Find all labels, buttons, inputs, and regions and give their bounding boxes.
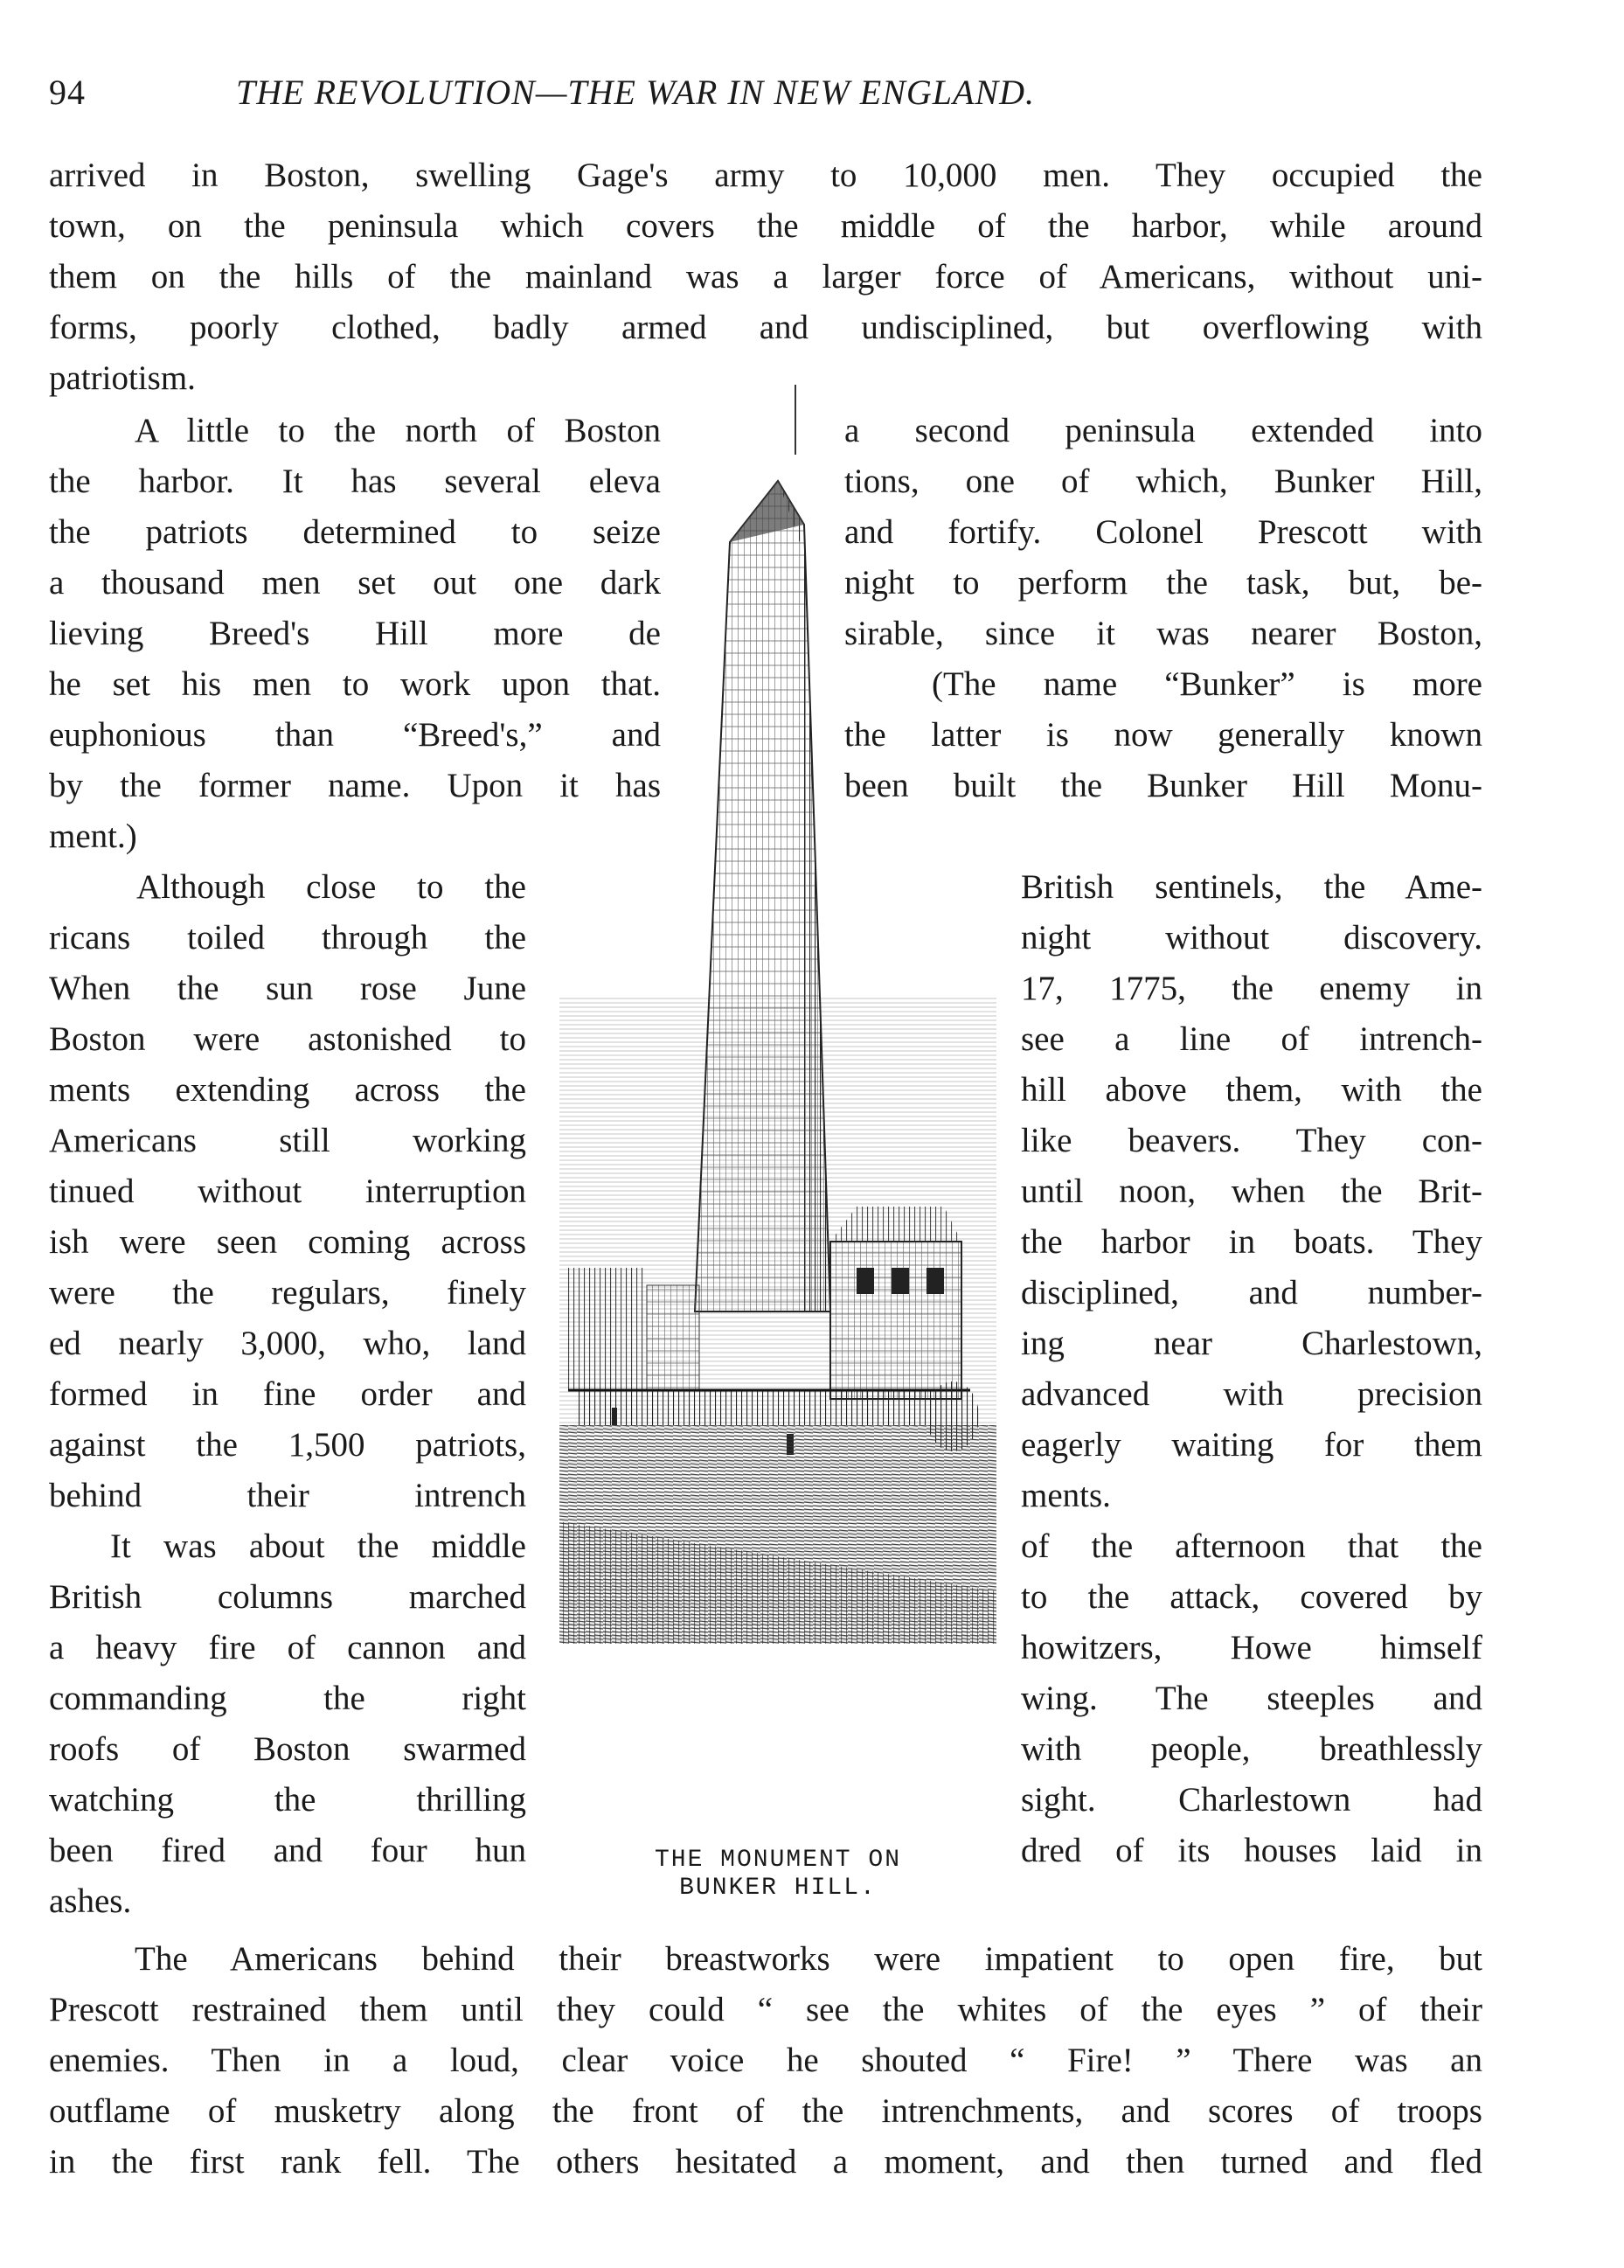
text-line: ish were seen coming across [49, 1223, 526, 1261]
monument-illustration [542, 385, 1014, 1819]
text-line: advanced with precision [1021, 1375, 1482, 1413]
text-line: forms, poorly clothed, badly armed and undisciplined, but overflowing with [49, 309, 1482, 346]
text-line: Although close to the [136, 868, 526, 906]
text-line: 17, 1775, the enemy in [1021, 970, 1482, 1007]
text-line: ashes. [49, 1882, 132, 1920]
text-line: a heavy fire of cannon and [49, 1629, 526, 1666]
text-line: eagerly waiting for them [1021, 1426, 1482, 1464]
text-line: howitzers, Howe himself [1021, 1629, 1482, 1666]
text-line: British sentinels, the Ame- [1021, 868, 1482, 906]
caption-line: BUNKER HILL. [679, 1875, 877, 1902]
text-line: It was about the middle [110, 1527, 526, 1565]
text-line: euphonious than “Breed's,” and [49, 716, 661, 754]
text-line: been fired and four hun [49, 1832, 526, 1869]
text-line: were the regulars, finely [49, 1274, 526, 1311]
text-line: outflame of musketry along the front of the intrenchments, and scores of troops [49, 2092, 1482, 2130]
text-line: Boston were astonished to [49, 1020, 526, 1058]
text-line: formed in fine order and [49, 1375, 526, 1413]
page-number: 94 [49, 73, 86, 112]
text-line: A little to the north of Boston [135, 412, 661, 449]
text-line: see a line of intrench- [1021, 1020, 1482, 1058]
text-line: disciplined, and number- [1021, 1274, 1482, 1311]
text-line: ed nearly 3,000, who, land [49, 1325, 526, 1362]
text-line: tions, one of which, Bunker Hill, [844, 463, 1482, 500]
text-line: them on the hills of the mainland was a larger force of Americans, without uni- [49, 258, 1482, 296]
text-line: with people, breathlessly [1021, 1730, 1482, 1768]
caption-line: THE MONUMENT ON [654, 1847, 902, 1874]
text-line: sirable, since it was nearer Boston, [844, 615, 1482, 652]
text-line: night without discovery. [1021, 919, 1482, 957]
text-line: The Americans behind their breastworks were impatient to open fire, but [135, 1940, 1482, 1978]
text-line: he set his men to work upon that. [49, 665, 661, 703]
text-line: wing. The steeples and [1021, 1680, 1482, 1717]
text-line: night to perform the task, but, be- [844, 564, 1482, 602]
text-line: by the former name. Upon it has [49, 767, 661, 804]
text-line: ments. [1021, 1477, 1111, 1514]
text-line: watching the thrilling [49, 1781, 526, 1819]
text-line: arrived in Boston, swelling Gage's army to 10,000 men. They occupied the [49, 157, 1482, 194]
text-line: like beavers. They con- [1021, 1122, 1482, 1159]
text-line: dred of its houses laid in [1021, 1832, 1482, 1869]
text-line: the harbor in boats. They [1021, 1223, 1482, 1261]
text-line: sight. Charlestown had [1021, 1781, 1482, 1819]
text-line: Americans still working [49, 1122, 526, 1159]
text-line: behind their intrench [49, 1477, 526, 1514]
figure-caption [542, 1847, 1014, 1903]
text-line: ricans toiled through the [49, 919, 526, 957]
text-line: the patriots determined to seize [49, 513, 661, 551]
text-line: against the 1,500 patriots, [49, 1426, 526, 1464]
obelisk-engraving [542, 385, 1014, 1819]
text-line: ing near Charlestown, [1021, 1325, 1482, 1362]
text-line: until noon, when the Brit- [1021, 1172, 1482, 1210]
text-line: Prescott restrained them until they could “ see the whites of the eyes ” of their [49, 1991, 1482, 2028]
text-line: the latter is now generally known [844, 716, 1482, 754]
text-line: tinued without interruption [49, 1172, 526, 1210]
text-line: in the first rank fell. The others hesitated a moment, and then turned and fled [49, 2143, 1482, 2181]
text-line: British columns marched [49, 1578, 526, 1616]
text-line: and fortify. Colonel Prescott with [844, 513, 1482, 551]
text-line: town, on the peninsula which covers the middle of the harbor, while around [49, 207, 1482, 245]
text-line: to the attack, covered by [1021, 1578, 1482, 1616]
text-line: been built the Bunker Hill Monu- [844, 767, 1482, 804]
text-line: When the sun rose June [49, 970, 526, 1007]
running-title: THE REVOLUTION—THE WAR IN NEW ENGLAND. [236, 73, 1036, 112]
text-line: commanding the right [49, 1680, 526, 1717]
text-line: ment.) [49, 817, 137, 855]
text-line: the harbor. It has several eleva [49, 463, 661, 500]
text-line: a second peninsula extended into [844, 412, 1482, 449]
text-line: a thousand men set out one dark [49, 564, 661, 602]
text-line: lieving Breed's Hill more de [49, 615, 661, 652]
text-line: of the afternoon that the [1021, 1527, 1482, 1565]
text-line: hill above them, with the [1021, 1071, 1482, 1109]
text-line: enemies. Then in a loud, clear voice he shouted “ Fire! ” There was an [49, 2042, 1482, 2079]
page-header [49, 72, 1482, 124]
text-line: patriotism. [49, 359, 196, 397]
text-line: roofs of Boston swarmed [49, 1730, 526, 1768]
text-line: ments extending across the [49, 1071, 526, 1109]
text-line: (The name “Bunker” is more [932, 665, 1482, 703]
